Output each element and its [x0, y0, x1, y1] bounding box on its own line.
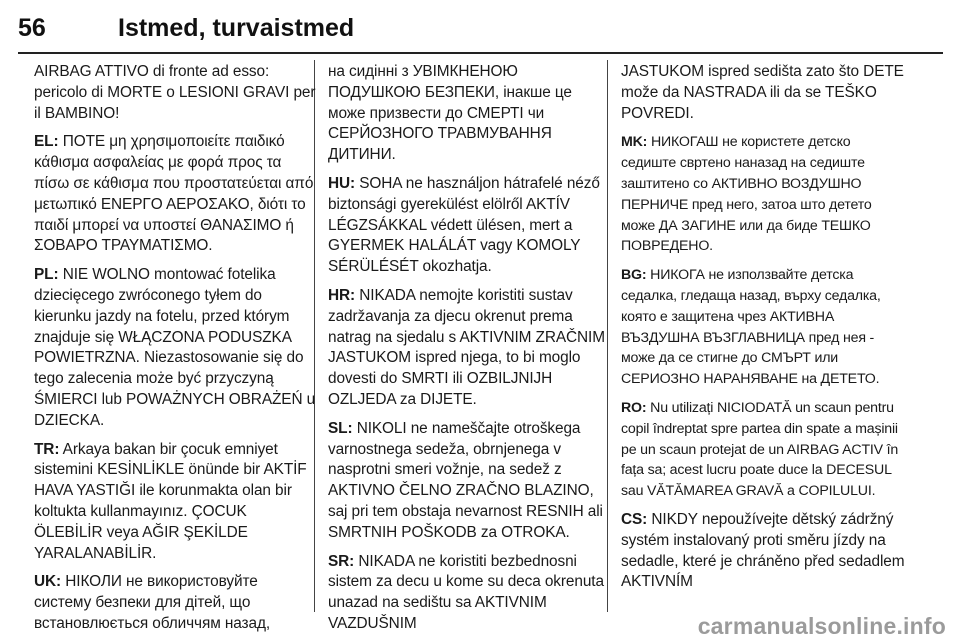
- warning-paragraph-uk-cont: [328, 62, 612, 166]
- header-rule: [18, 52, 943, 54]
- warning-paragraph-el: [34, 132, 318, 257]
- warning-paragraph-ro: [621, 398, 907, 502]
- warning-text: AIRBAG ATTIVO di fronte ad esso: pericolo di MORTE o LESIONI GRAVI per il BAMBINO!: [34, 63, 316, 122]
- warning-text: Arkaya bakan bir çocuk emniyet sistemini KESİNLİKLE önünde bir AKTİF HAVA YASTIĞI ile korunmakta olan bir koltukta kullanmayınız. ÇOCUK ÖLEBİLİR veya AĞIR ŞEKİLDE YARALANABİLİR.: [34, 440, 307, 562]
- warning-text: ΠΟΤΕ μη χρησιμοποιείτε παιδικό κάθισμα ασφαλείας με φορά προς τα πίσω σε κάθισμα που προστατεύεται από μετωπικό ΕΝΕΡΓΟ ΑΕΡΟΣΑΚΟ, διότι το παιδί μπορεί να υποστεί ΘΑΝΑΣΙΜΟ ή ΣΟΒΑΡΟ ΤΡΑΥΜΑΤΙΣΜΟ.: [34, 133, 314, 255]
- page-number: 56: [18, 14, 46, 42]
- warning-text: НИКОГА не използвайте детска седалка, гледаща назад, върху седалка, която е защитена чрез АКТИВНА ВЪЗДУШНА ВЪЗГЛАВНИЦА пред нея - може да се стигне до СМЪРТ или СЕРИОЗНО НАРАНЯВАНЕ на ДЕТЕТО.: [621, 267, 881, 388]
- warning-text: NIKDY nepoužívejte dětský zádržný systém instalovaný proti směru jízdy na sedadle, které je chráněno před sedadlem AKTIVNÍM: [621, 510, 905, 591]
- warning-paragraph-sl: [328, 419, 612, 544]
- warning-paragraph-sr: [328, 552, 612, 635]
- language-code: UK:: [34, 573, 62, 591]
- language-code: SL:: [328, 419, 353, 437]
- warning-text: НИКОГАШ не користете детско седиште свртено наназад на седиште заштитено со АКТИВНО ВОЗДУШНО ПЕРНИЧЕ пред него, затоа што детето може ДА ЗАГИНЕ или да биде ТЕШКО ПОВРЕДЕНО.: [621, 134, 872, 255]
- language-code: MK:: [621, 134, 648, 151]
- site-watermark: carmanualsonline.info: [697, 613, 946, 639]
- language-code: SR:: [328, 552, 355, 570]
- warning-paragraph-sr-cont: [621, 62, 907, 124]
- text-column-3: [621, 62, 907, 601]
- warning-text: НІКОЛИ не використовуйте систему безпеки для дітей, що встановлюється обличчям назад,: [34, 573, 271, 632]
- warning-text: NIKOLI ne nameščajte otroškega varnostnega sedeža, obrnjenega v nasprotni smeri vožnje, na sedež z AKTIVNO ČELNO ZRAČNO BLAZINO, saj pri tem obstaja nevarnost RESNIH ali SMRTNIH POŠKODB za OTROKA.: [328, 419, 603, 541]
- warning-text: Nu utilizați NICIODATĂ un scaun pentru copil îndreptat spre partea din spate a mașinii pe un scaun protejat de un AIRBAG ACTIV în fața sa; acest lucru poate duce la DECESUL sau VĂTĂMAREA GRAVĂ a COPILULUI.: [621, 399, 899, 500]
- warning-paragraph-tr: [34, 440, 318, 565]
- language-code: HU:: [328, 174, 356, 192]
- section-title: Istmed, turvaistmed: [118, 14, 355, 42]
- warning-text: NIKADA nemojte koristiti sustav zadržavanja za djecu okrenut prema natrag na sjedalu s AKTIVNIM ZRAČNIM JASTUKOM ispred njega, to bi moglo dovesti do SMRTI ili OZBILJNIJH OZLJEDA za DIJETE.: [328, 286, 605, 408]
- warning-text: NIKADA ne koristiti bezbednosni sistem za decu u kome su deca okrenuta unazad na sedištu sa AKTIVNIM VAZDUŠNIM: [328, 552, 604, 632]
- warning-text: NIE WOLNO montować fotelika dziecięcego zwróconego tyłem do kierunku jazdy na fotelu, przed którym znajduje się WŁĄCZONA PODUSZKA POWIETRZNA. Niezastosowanie się do tego zalecenia może być przyczyną ŚMIERCI lub POWAŻNYCH OBRAŻEŃ u DZIECKA.: [34, 266, 316, 429]
- language-code: CS:: [621, 510, 648, 528]
- language-code: RO:: [621, 399, 647, 416]
- warning-paragraph-bg: [621, 265, 907, 390]
- warning-text: JASTUKOM ispred sedišta zato što DETE može da NASTRADA ili da se TEŠKO POVREDI.: [621, 63, 904, 122]
- language-code: BG:: [621, 267, 647, 284]
- warning-paragraph-hu: [328, 174, 612, 278]
- language-code: EL:: [34, 133, 59, 151]
- text-column-1: [34, 62, 318, 643]
- language-code: HR:: [328, 286, 356, 304]
- warning-paragraph-uk: [34, 572, 318, 634]
- warning-paragraph-cs: [621, 510, 907, 593]
- warning-paragraph-mk: [621, 132, 907, 257]
- page-header: [0, 0, 960, 60]
- language-code: TR:: [34, 440, 60, 458]
- warning-text: SOHA ne használjon hátrafelé néző biztonsági gyerekülést elölről AKTÍV LÉGZSÁKKAL védett ülésen, mert a GYERMEK HALÁLÁT vagy KOMOLY SÉRÜLÉSÉT okozhatja.: [328, 174, 600, 276]
- warning-text: на сидінні з УВІМКНЕНОЮ ПОДУШКОЮ БЕЗПЕКИ, інакше це може призвести до СМЕРТІ чи СЕРЙОЗНОГО ТРАВМУВАННЯ ДИТИНИ.: [328, 63, 572, 164]
- text-column-2: [328, 62, 612, 643]
- warning-paragraph-pl: [34, 265, 318, 431]
- warning-paragraph-it: [34, 62, 318, 124]
- language-code: PL:: [34, 266, 59, 284]
- warning-paragraph-hr: [328, 286, 612, 411]
